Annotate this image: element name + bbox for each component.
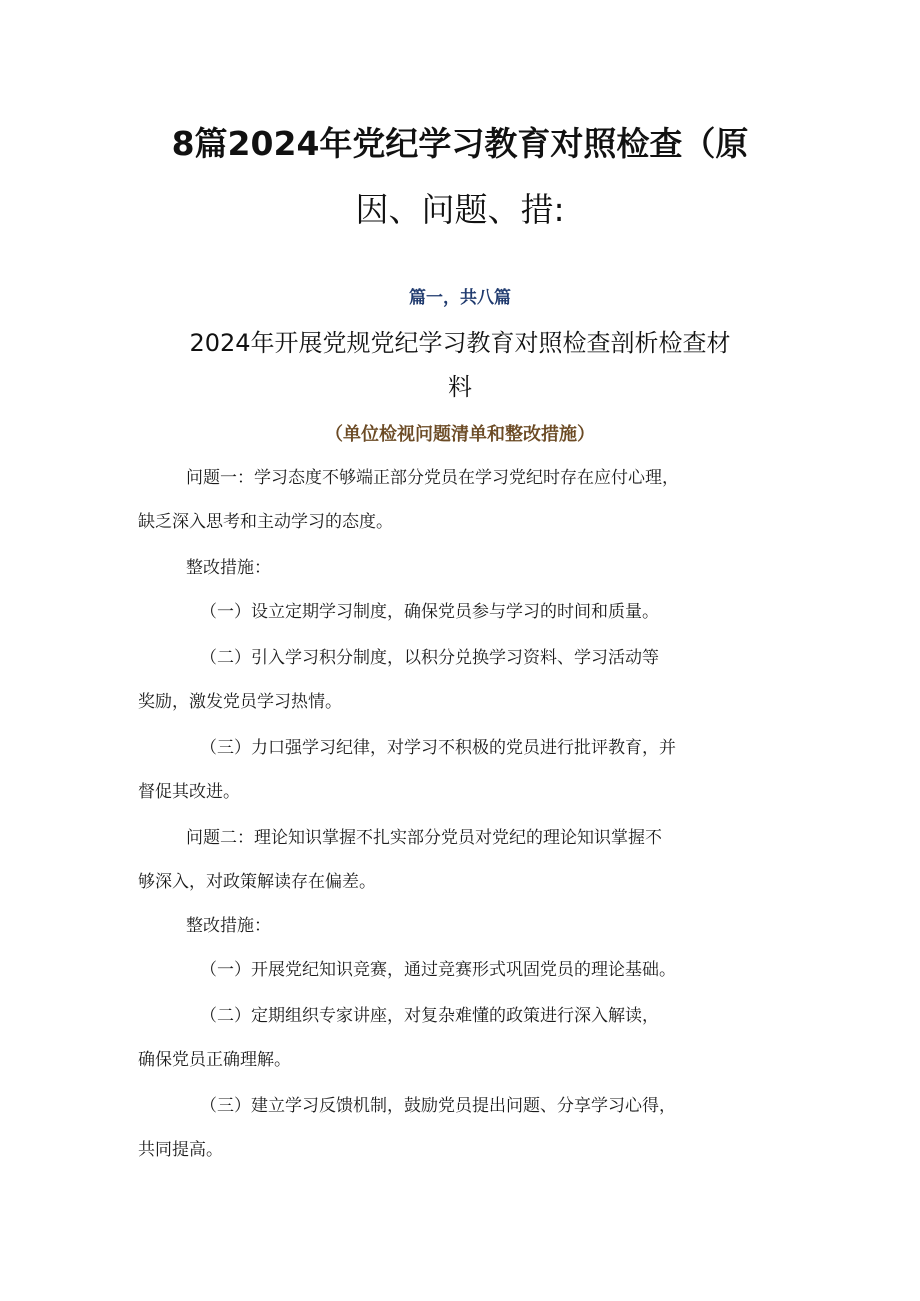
measure-1-3-line-2: 督促其改进。: [138, 782, 240, 802]
issue-2-text-line-1: 问题二：理论知识掌握不扎实部分党员对党纪的理论知识掌握不: [186, 828, 662, 848]
measures-heading-1: 整改措施：: [186, 558, 271, 578]
issue-2-text-line-2: 够深入，对政策解读存在偏差。: [138, 872, 376, 892]
article-subtitle: （单位检视问题清单和整改措施）: [325, 424, 595, 445]
issue-1-text-line-2: 缺乏深入思考和主动学习的态度。: [138, 512, 393, 532]
measure-1-1: （一）设立定期学习制度，确保党员参与学习的时间和质量。: [200, 602, 659, 622]
measures-heading-2: 整改措施：: [186, 916, 271, 936]
measure-1-3-line-1: （三）力口强学习纪律，对学习不积极的党员进行批评教育，并: [200, 738, 676, 758]
measure-2-3-line-1: （三）建立学习反馈机制，鼓励党员提出问题、分享学习心得，: [200, 1096, 676, 1116]
measure-2-2-line-1: （二）定期组织专家讲座，对复杂难懂的政策进行深入解读，: [200, 1006, 659, 1026]
measure-2-2-line-2: 确保党员正确理解。: [138, 1050, 291, 1070]
measure-2-1: （一）开展党纪知识竞赛，通过竞赛形式巩固党员的理论基础。: [200, 960, 676, 980]
document-title-line-2: 因、问题、措:: [355, 190, 565, 229]
measure-1-2-line-2: 奖励，激发党员学习热情。: [138, 692, 342, 712]
section-label: 篇一，共八篇: [409, 288, 511, 308]
issue-1-text-line-1: 问题一：学习态度不够端正部分党员在学习党纪时存在应付心理，: [186, 468, 679, 488]
measure-1-2-line-1: （二）引入学习积分制度，以积分兑换学习资料、学习活动等: [200, 648, 659, 668]
document-title-line-1: 8篇2024年党纪学习教育对照检查（原: [171, 124, 749, 163]
article-title-line-2: 料: [448, 373, 472, 401]
measure-2-3-line-2: 共同提高。: [138, 1140, 223, 1160]
article-title-line-1: 2024年开展党规党纪学习教育对照检查剖析检查材: [189, 329, 731, 357]
